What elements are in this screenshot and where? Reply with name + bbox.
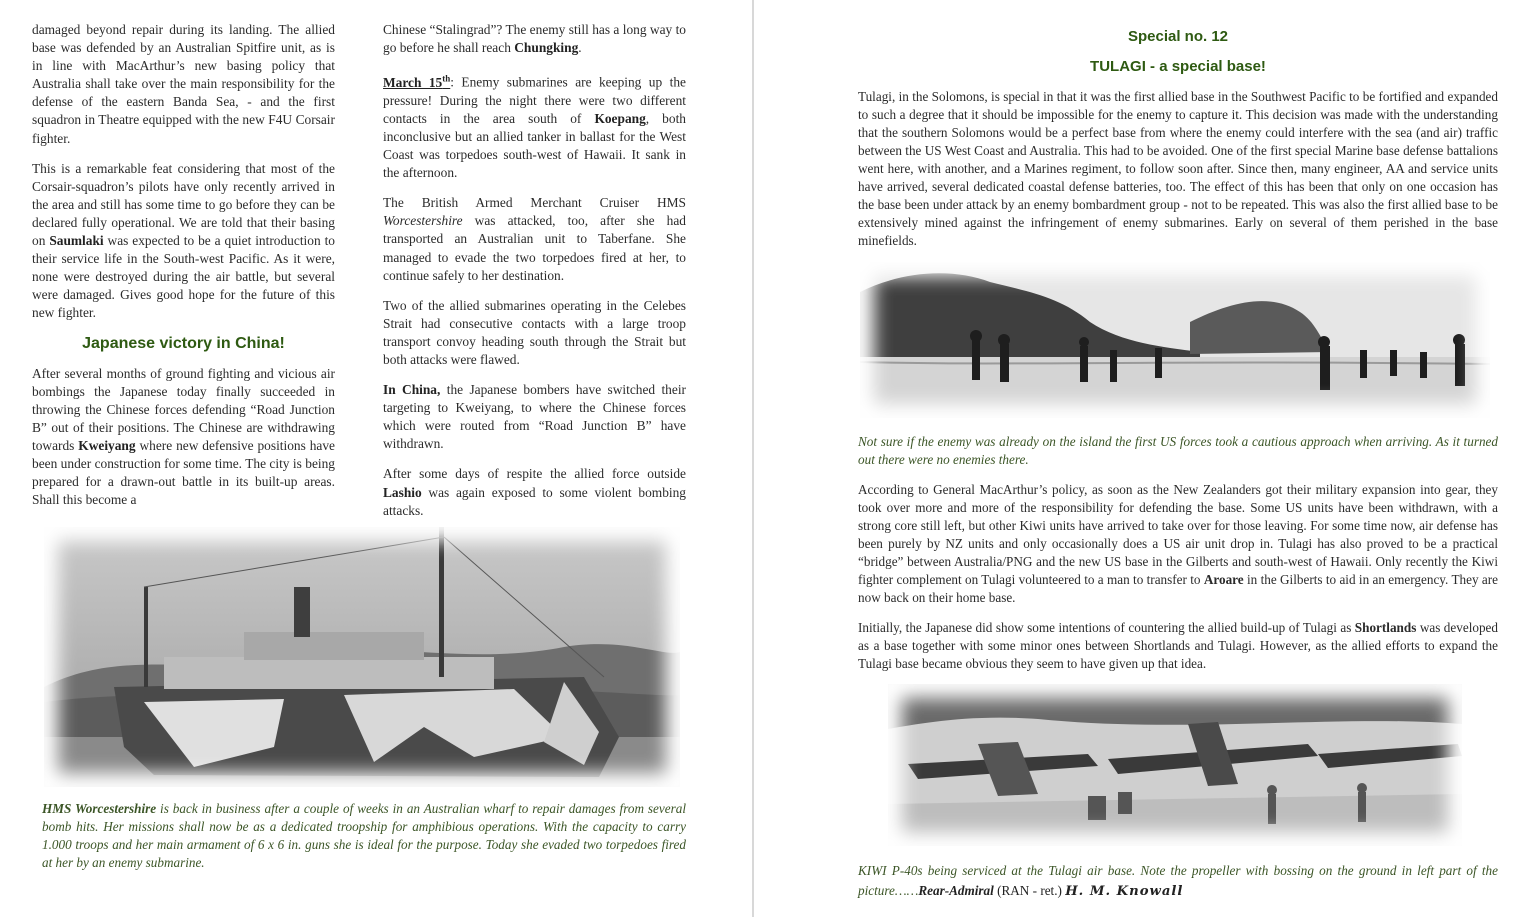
paragraph: After some days of respite the allied force outside Lashio was again exposed to some violent bombing attacks.	[383, 466, 686, 518]
author-signature: H. M. Knowall	[1065, 884, 1184, 899]
section-heading: Japanese victory in China!	[82, 334, 285, 352]
paragraph: Chinese “Stalingrad”? The enemy still has a long way to go before he shall reach Chungking.	[383, 22, 686, 56]
author-rank: Rear-Admiral	[918, 883, 994, 898]
left-column-2	[383, 21, 686, 532]
paragraph: Two of the allied submarines operating in the Celebes Strait had consecutive contacts with a large troop transport convoy heading south through the Strait but both attacks were flawed.	[383, 297, 686, 367]
ship-photo	[44, 527, 680, 787]
body-paragraphs	[858, 481, 1498, 685]
special-number: Special no. 12	[1127, 28, 1229, 45]
intro-paragraph: Tulagi, in the Solomons, is special in that it was the first allied base in the Southwest Pacific to be fortified and expanded to such a degree that it should be impossible for the enemy to capture it. This decision was made with the understanding that the southern Solomons would be a perfect base from where the enemy could interfere with the sea (and air) traffic between the US West Coast and Australia. This had to be avoided. One of the first special Marine base defense battalions went here, with another, and a Marines regiment, to follow soon after. Since then, many engineer, AA and service units have arrived, several dedicated coastal defense batteries, too. The effect of this has been that only on one occasion has the base been under attack by an enemy bombardment group - not to be repeated. This was also the first allied base to be extensively mined against the infringement of enemy submarines. Early on several of them perished in the base minefields.	[858, 89, 1498, 248]
p40-airbase-photo	[888, 684, 1462, 846]
paragraph: After several months of ground fighting and vicious air bombings the Japanese today finally succeeded in throwing the Chinese forces defending “Road Junction B” out of their positions. The Chinese are withdrawing towards Kweiyang where new defensive positions have been under construction for some time. The city is being prepared for a drawn-out battle in its built-up areas. Shall this become a	[32, 365, 335, 508]
beach-photo-caption: Not sure if the enemy was already on the island the first US forces took a cautious approach when arriving. As it turned out there were no enemies there.	[858, 434, 1498, 467]
right-page	[754, 0, 1531, 917]
paragraph: March 15th: Enemy submarines are keeping up the pressure! During the night there were two different contacts in the area south of Koepang, both inconclusive but an allied tanker in ballast for the West Coast was torpedoes south-west of Hawaii. It sank in the afternoon.	[383, 73, 686, 181]
date-label: March 15th	[383, 73, 451, 90]
p40-photo-caption: KIWI P-40s being serviced at the Tulagi air base. Note the propeller with bossing on the ground in left part of the picture……Rear-Admiral (RAN - ret.) H. M. Knowall	[858, 863, 1498, 899]
paragraph: In China, the Japanese bombers have switched their targeting to Kweiyang, to where the Chinese forces which were routed from “Road Junction B” have withdrawn.	[383, 382, 687, 452]
left-column-1	[32, 21, 335, 521]
beach-landing-photo	[860, 262, 1490, 418]
paragraph: damaged beyond repair during its landing. The allied base was defended by an Australian Spitfire unit, as is in line with MacArthur’s new basing policy that Australia shall take over the main responsibility for the defense of the eastern Banda Sea, - and the first squadron in Theatre equipped with the new F4U Corsair fighter.	[32, 22, 335, 146]
left-page	[0, 0, 752, 917]
paragraph: According to General MacArthur’s policy, as soon as the New Zealanders got their military expansion into gear, they took over more and more of the responsibility for defending the base. Some US units have been withdrawn, with a strong core still left, but other Kiwi units have arrived to take over for those leaving. For some time now, air defense has been purely by NZ units and only occasionally does a US air unit drop in. Tulagi has also proved to be a practical “bridge” between Australia/PNG and the new US base in the Gilberts and south-west of Hawaii. Only recently the Kiwi fighter complement on Tulagi volunteered to a man to transfer to Aroare in the Gilberts to aid in an emergency. They are now back on their home base.	[858, 482, 1498, 605]
ship-photo-caption: HMS Worcestershire is back in business after a couple of weeks in an Australian wharf to repair damages from several bomb hits. Her missions shall now be as a dedicated troopship for amphibious operations. With the capacity to carry 1.000 troops and her main armament of 6 x 6 in. guns she is ideal for the purpose. Today she evaded two torpedoes fired at her by an enemy submarine.	[42, 801, 686, 870]
paragraph: Initially, the Japanese did show some intentions of countering the allied build-up of Tulagi as Shortlands was developed as a base together with some minor ones between Shortlands and Tulagi. However, as the allied efforts to expand the Tulagi base became obvious they seem to have given up that idea.	[858, 620, 1498, 671]
paragraph: The British Armed Merchant Cruiser HMS Worcestershire was attacked, too, after she had transported an Australian unit to Taberfane. She managed to evade the two torpedoes fired at her, to continue safely to her destination.	[383, 195, 686, 283]
article-title: TULAGI - a special base!	[1090, 58, 1266, 75]
paragraph: This is a remarkable feat considering that most of the Corsair-squadron’s pilots have only recently arrived in the area and still has some time to go before they can be declared fully operational. We are told that their basing on Saumlaki was expected to be a quiet introduction to their service life in the South-west Pacific. As it were, none were destroyed during the air battle, but several were damaged. Gives good hope for the future of this new fighter.	[32, 160, 335, 321]
